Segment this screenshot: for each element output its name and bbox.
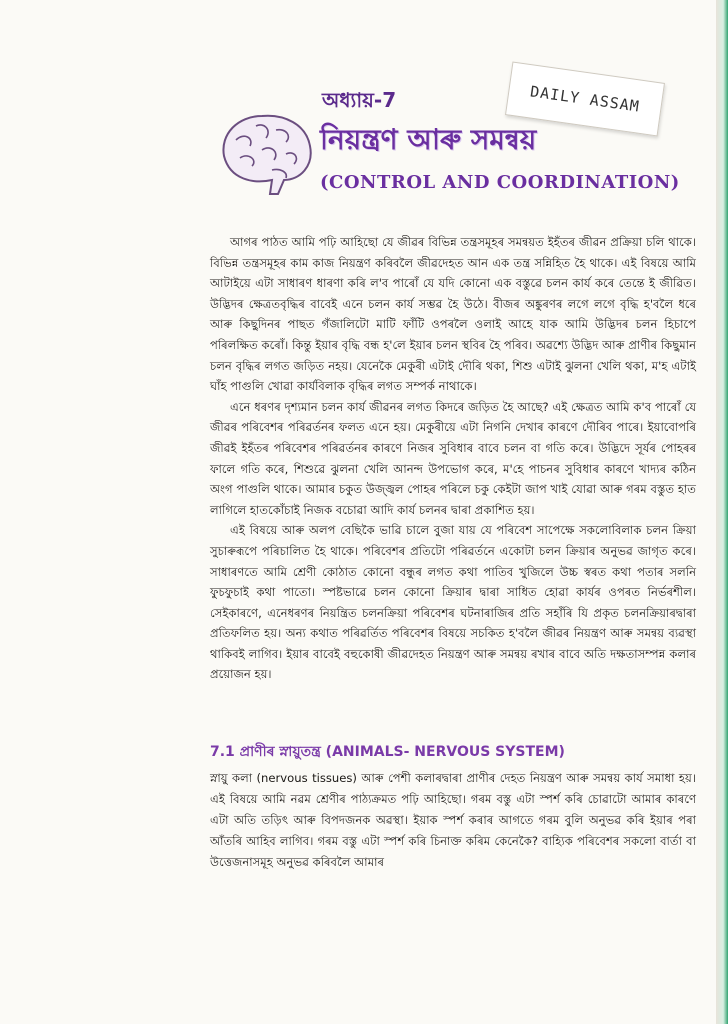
chapter-title: নিয়ন্ত্ৰণ আৰু সমন্বয়	[320, 123, 537, 156]
body-section-nervous-system	[210, 768, 696, 873]
brain-illustration-icon	[216, 110, 316, 198]
chapter-number: অধ্যায়-7	[322, 88, 397, 112]
paragraph-4: স্নায়ু কলা (nervous tissues) আৰু পেশী কলাৰদ্বাৰা প্ৰাণীৰ দেহত নিয়ন্ত্ৰণ আৰু সমন্বয় কাৰ্য সমাধা হয়। এই বিষয়ে আমি নৱম শ্ৰেণীৰ পাঠ্যক্ৰমত পঢ়ি আহিছো। গৰম বস্তু এটা স্পৰ্শ কৰি চোৱাটো আমাৰ কাৰণে এটা অতি তড়িৎ আৰু বিপদজনক অৱস্থা। ইয়াক স্পৰ্শ কৰাৰ আগতে গৰম বুলি অনুভৱ কৰি ইয়াৰ পৰা আঁতৰি আহিব লাগিব। গৰম বস্তু এটা স্পৰ্শ কৰি চিনাক্ত কৰিম কেনেকৈ? বাহ্যিক পৰিবেশৰ সকলো বাৰ্তা বা উত্তেজনাসমূহ অনুভৱ কৰিবলৈ আমাৰ	[210, 771, 696, 869]
paragraph-1: আগৰ পাঠত আমি পঢ়ি আহিছো যে জীৱৰ বিভিন্ন তন্ত্ৰসমূহৰ সমন্বয়ত ইহঁতৰ জীৱন প্ৰক্ৰিয়া চলি থাকে। বিভিন্ন তন্ত্ৰসমূহৰ কাম কাজ নিয়ন্ত্ৰণ কৰিবলৈ জীৱদেহত আন এক তন্ত্ৰ সন্নিহিত হৈ থাকে। এই বিষয়ে আমি আটাইয়ে এটা সাধাৰণ ধাৰণা কৰি ল'ব পাৰোঁ যে যদি কোনো এক বস্তুৱে চলন কাৰ্য কৰে তেন্তে ই জীৱিত। উদ্ভিদৰ ক্ষেত্ৰতবৃদ্ধিৰ বাবেই এনে চলন কাৰ্য সম্ভৱ হৈ উঠে। বীজৰ অঙ্কুৰণৰ লগে লগে বৃদ্ধি হ'বলৈ ধৰে আৰু কিছুদিনৰ পাছত গঁজালিটো মাটি ফাঁটি ওপৰলৈ ওলাই আহে যাক আমি উদ্ভিদৰ চলন হিচাপে পৰিলক্ষিত কৰোঁ। কিন্তু ইয়াৰ বৃদ্ধি বন্ধ হ'লে ইয়াৰ চলন স্থবিৰ হৈ পৰিব। অৱশ্যে উদ্ভিদ আৰু প্ৰাণীৰ কিছুমান চলন বৃদ্ধিৰ লগত জড়িত নহয়। যেনেকৈ মেকুৰী এটাই দৌৰি থকা, শিশু এটাই ঝুলনা খেলি থকা, ম'হ এটাই ঘাঁহ পাগুলি খোৱা কাৰ্যবিলাক বৃদ্ধিৰ লগত সম্পৰ্ক নাথাকে।	[210, 235, 696, 394]
section-heading: 7.1 প্ৰাণীৰ স্নায়ুতন্ত্ৰ (ANIMALS- NERVOUS SYSTEM)	[210, 744, 565, 760]
page-edge-strip	[716, 0, 728, 1024]
chapter-title-english: (CONTROL AND COORDINATION)	[320, 172, 680, 193]
paragraph-2: এনে ধৰণৰ দৃশ্যমান চলন কাৰ্য জীৱনৰ লগত কিদৰে জড়িত হৈ আছে? এই ক্ষেত্ৰত আমি ক'ব পাৰোঁ যে জীৱৰ পৰিবেশৰ পৰিৱৰ্তনৰ ফলত এনে হয়। মেকুৰীয়ে এটা নিগনি দেখাৰ কাৰণে দৌৰিব পাৰে। ইয়াবোপৰি জীৱই ইহঁতৰ পৰিবেশৰ পৰিৱৰ্তনৰ কাৰণে নিজৰ সুবিধাৰ বাবে চলন বা গতি কৰে। উদ্ভিদে সূৰ্যৰ পোহৰৰ ফালে গতি কৰে, শিশুৱে ঝুলনা খেলি আনন্দ উপভোগ কৰে, ম'হে পাচনৰ সুবিধাৰ কাৰণে খাদ্যৰ কঠিন অংগ পাগুলি থাকে। আমাৰ চকুত উজ্জ্বল পোহৰ পৰিলে চকু কেইটা জাপ খাই যোৱা আৰু গৰম বস্তুত হাত লাগিলে হাতকোঁচাই নিজক বচোৱা আদি কাৰ্য চলনৰ দ্বাৰা প্ৰকাশিত হয়।	[210, 399, 697, 517]
paragraph-3: এই বিষয়ে আৰু অলপ বেছিকৈ ভাৱি চালে বুজা যায় যে পৰিবেশ সাপেক্ষে সকলোবিলাক চলন ক্ৰিয়া সুচাৰুৰূপে পৰিচালিত হৈ থাকে। পৰিবেশৰ প্ৰতিটো পৰিৱৰ্তনে একোটা চলন ক্ৰিয়াৰ অনুভৱ জাগৃত কৰে। সাধাৰণতে আমি শ্ৰেণী কোঠাত কোনো বন্ধুৰ লগত কথা পাতিব খুজিলে উচ্চ স্বৰত কথা পতাৰ সলনি ফুচফুচাই কথা পাতো। স্পষ্টভাৱে চলন কোনো ক্ৰিয়াৰ দ্বাৰা সাধিত হোৱা কাৰ্যৰ ওপৰত নিৰ্ভৰশীল। সেইকাৰণে, এনেধৰণৰ নিয়ন্ত্ৰিত চলনক্ৰিয়া পৰিবেশৰ ঘটনাৰাজিৰ প্ৰতি সহাঁৰি যি প্ৰকৃত চলনক্ৰিয়াৰদ্বাৰা প্ৰতিফলিত হয়। অন্য কথাত পৰিৱৰ্তিত পৰিবেশৰ বিষয়ে সচকিত হ'বলৈ জীৱৰ নিয়ন্ত্ৰণ আৰু সমন্বয় ব্যৱস্থা থাকিবই লাগিব। ইয়াৰ বাবেই বহুকোষী জীৱদেহত নিয়ন্ত্ৰণ আৰু সমন্বয় ৰখাৰ বাবে অতি দক্ষতাসম্পন্ন কলাৰ প্ৰয়োজন হয়।	[210, 523, 696, 682]
watermark-text: DAILY ASSAM	[529, 82, 641, 116]
body-section-intro	[210, 232, 696, 685]
